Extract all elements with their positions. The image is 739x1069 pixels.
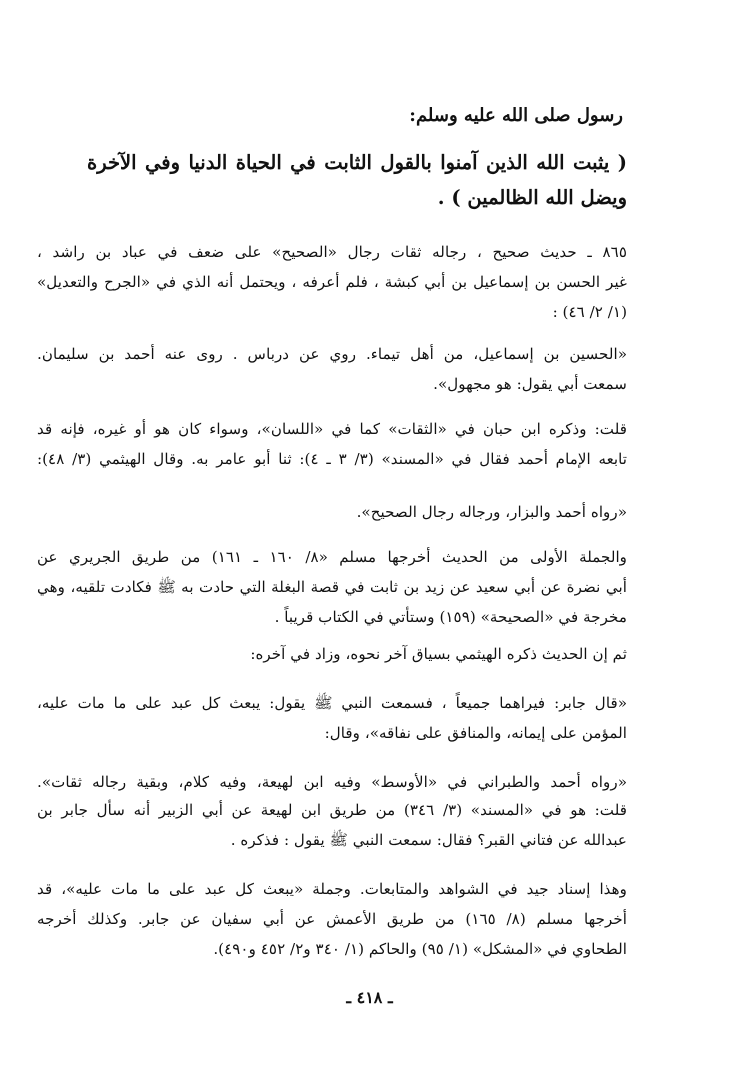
paragraph-line: «الحسين بن إسماعيل، من أهل تيماء. روي عن درباس . روى عنه أحمد بن سليمان.	[37, 345, 627, 363]
paragraph-line: المؤمن على إيمانه، والمنافق على نفاقه»، وقال:	[324, 724, 627, 742]
paragraph-line: مخرجة في «الصحيحة» (١٥٩) وستأتي في الكتاب قريباً .	[274, 608, 627, 626]
verse-line: ( يثبت الله الذين آمنوا بالقول الثابت في الحياة الدنيا وفي الآخرة	[87, 151, 627, 174]
paragraph-line: ٨٦٥ ـ حديث صحيح ، رجاله ثقات رجال «الصحيح» على ضعف في عباد بن راشد ،	[37, 243, 627, 261]
paragraph-line: غير الحسن بن إسماعيل بن أبي كبشة ، فلم أعرفه ، ويحتمل أنه الذي في «الجرح والتعديل»	[37, 273, 627, 291]
paragraph-line: والجملة الأولى من الحديث أخرجها مسلم «٨/ ١٦٠ ـ ١٦١) من طريق الجريري عن	[37, 548, 627, 566]
page-number: ـ ٤١٨ ـ	[346, 988, 393, 1007]
paragraph-line: ثم إن الحديث ذكره الهيثمي بسياق آخر نحوه، وزاد في آخره:	[250, 645, 627, 663]
paragraph-line: تابعه الإمام أحمد فقال في «المسند» (٣/ ٣ ـ ٤): ثنا أبو عامر به. وقال الهيثمي (٣/ ٤٨):	[37, 450, 628, 468]
verse-line: ويضل الله الظالمين ) .	[437, 186, 627, 209]
paragraph-line: سمعت أبي يقول: هو مجهول».	[433, 375, 627, 393]
heading-line: رسول صلى الله عليه وسلم:	[409, 105, 623, 126]
paragraph-line: (١/ ٢/ ٤٦) :	[552, 303, 627, 321]
paragraph-line: أبي نضرة عن أبي سعيد عن زيد بن ثابت في قصة البغلة التي حادت به ﷺ فكادت تلقيه، وهي	[37, 578, 627, 596]
paragraph-line: «قال جابر: فيراهما جميعاً ، فسمعت النبي ﷺ يقول: يبعث كل عبد على ما مات عليه،	[37, 694, 627, 712]
paragraph-line: الطحاوي في «المشكل» (١/ ٩٥) والحاكم (١/ ٣٤٠ و٢/ ٤٥٢ و٤٩٠).	[213, 940, 627, 958]
paragraph-line: قلت: وذكره ابن حبان في «الثقات» كما في «اللسان»، وسواء كان هو أو غيره، فإنه قد	[37, 420, 627, 438]
paragraph-line: وهذا إسناد جيد في الشواهد والمتابعات. وجملة «يبعث كل عبد على ما مات عليه»، قد	[37, 880, 627, 898]
paragraph-line: أخرجها مسلم (٨/ ١٦٥) من طريق الأعمش عن أبي سفيان عن جابر. وكذلك أخرجه	[37, 910, 627, 928]
paragraph-line: قلت: هو في «المسند» (٣/ ٣٤٦) من طريق ابن لهيعة عن أبي الزبير أنه سأل جابر بن	[37, 801, 627, 819]
paragraph-line: «رواه أحمد والطبراني في «الأوسط» وفيه ابن لهيعة، وفيه كلام، وبقية رجاله ثقات».	[37, 773, 627, 791]
paragraph-line: عبدالله عن فتاني القبر؟ فقال: سمعت النبي ﷺ يقول : فذكره .	[230, 831, 627, 849]
paragraph-line: «رواه أحمد والبزار، ورجاله رجال الصحيح».	[356, 503, 627, 521]
